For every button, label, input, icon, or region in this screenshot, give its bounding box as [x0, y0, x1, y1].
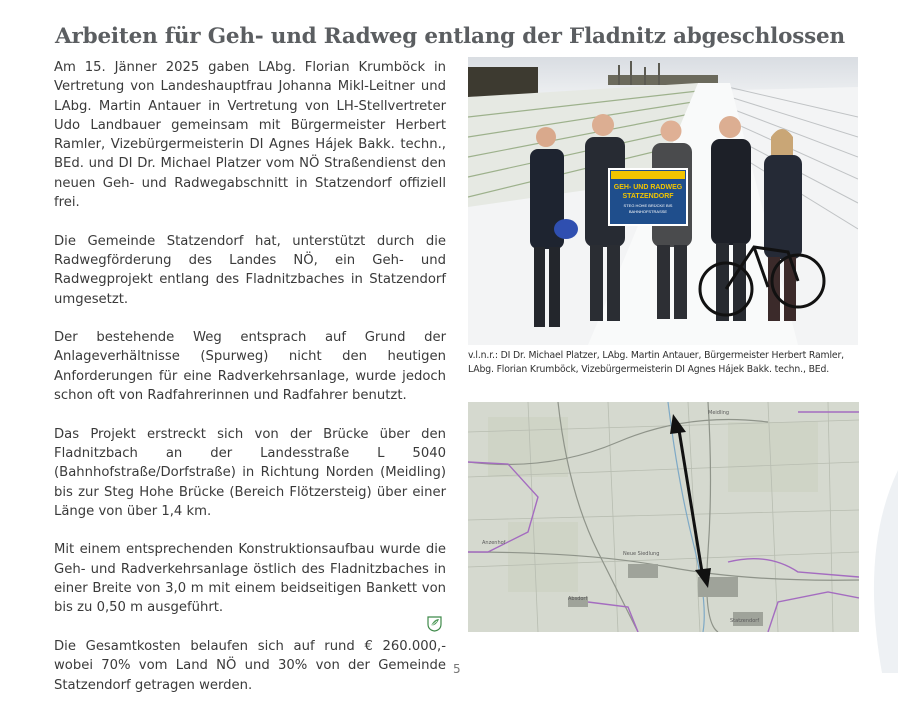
paragraph: Die Gesamtkosten belaufen sich auf rund € 260.000,- wobei 70% vom Land NÖ und 30% von der Gemeinde Statzendorf getragen werden.: [54, 638, 446, 693]
page-number: 5: [453, 662, 461, 676]
paragraph: Das Projekt erstreckt sich von der Brücke über den Fladnitzbach an der Landesstraße L 5040 (Bahnhofstraße/Dorfstraße) in Richtung Norden (Meidling) bis zur Steg Hohe Brücke (Bereich Flötzersteig) über einer Länge von über 1,4 km.: [54, 426, 446, 519]
decorative-arc: [860, 470, 898, 673]
project-sign: [609, 169, 687, 225]
map-label: Neue Siedlung: [623, 551, 660, 557]
paragraph: Die Gemeinde Statzendorf hat, unterstützt durch die Radwegförderung des Landes NÖ, ein Geh- und Radwegprojekt entlang des Fladnitzbaches in Statzendorf umgesetzt.: [54, 233, 446, 307]
sign-line-4: BAHNHOFSTRASSE: [628, 209, 668, 214]
sign-line-3: STEG HOHE BRÜCKE BIS: [623, 203, 673, 208]
opening-photo: [468, 57, 858, 345]
photo-caption: v.l.n.r.: DI Dr. Michael Platzer, LAbg. Martin Antauer, Bürgermeister Herbert Ramler, LAbg. Florian Krumböck, Vizebürgermeisterin DI Agnes Hájek Bakk. techn., BEd.: [468, 350, 844, 375]
sign-line-1: GEH- UND RADWEG: [613, 184, 683, 191]
article-title: Arbeiten für Geh- und Radweg entlang der Fladnitz abgeschlossen: [55, 24, 845, 50]
opening-photo-illustration: [468, 57, 858, 345]
map-label: Statzendorf: [730, 618, 760, 624]
route-map-illustration: [468, 402, 859, 632]
map-label: Meidling: [708, 410, 730, 416]
paragraph: Der bestehende Weg entsprach auf Grund der Anlageverhältnisse (Spurweg) nicht den heutigen Anforderungen für eine Radverkehrsanlage, wurde jedoch schon oft von Radfahrerinnen und Radfahrer benutzt.: [54, 330, 446, 404]
paragraph: Mit einem entsprechenden Konstruktionsaufbau wurde die Geh- und Radverkehrsanlage östlich des Fladnitzbaches in einer Breite von 3,0 m mit einem beidseitigen Bankett von bis zu 0,50 m ausgeführt.: [54, 542, 446, 616]
article-body: [54, 58, 446, 714]
sign-line-2: STATZENDORF: [622, 193, 674, 200]
paragraph: Am 15. Jänner 2025 gaben LAbg. Florian Krumböck in Vertretung von Landeshauptfrau Johanna Mikl-Leitner und LAbg. Martin Antauer in Vertretung von LH-Stellvertreter Udo Landbauer gemeinsam mit Bürgermeister Herbert Ramler, Vizebürgermeisterin DI Agnes Hájek Bakk. techn., BEd. und DI Dr. Michael Platzer vom NÖ Straßendienst den neuen Geh- und Radwegabschnitt in Statzendorf offiziell frei.: [54, 60, 446, 211]
route-map: [468, 402, 859, 632]
leaf-shield-icon: [426, 615, 443, 632]
map-label: Anzenhof: [482, 540, 506, 546]
map-label: Absdorf: [568, 596, 588, 602]
